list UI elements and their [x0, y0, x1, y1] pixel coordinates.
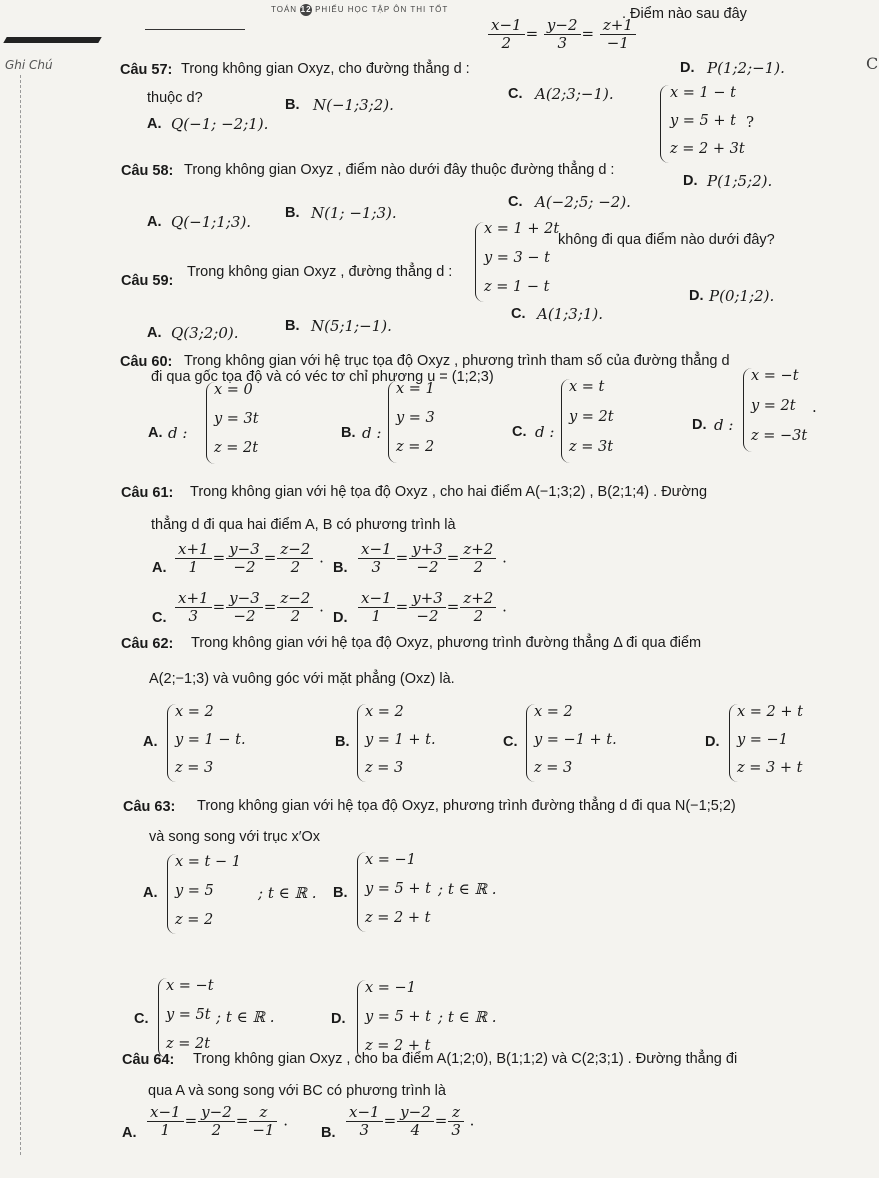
- q63-A-1: y = 5: [175, 883, 214, 899]
- letters-C: C.: [503, 734, 518, 750]
- q58-label: Câu 58:: [121, 163, 174, 179]
- letters-D: D.: [680, 60, 695, 76]
- letters-C: C.: [512, 424, 527, 440]
- q64-A-1: 1: [160, 1121, 171, 1139]
- q64-A-0: x−1: [147, 1104, 184, 1122]
- q60-D-2: z = −3t: [751, 428, 808, 444]
- q57-option-d[interactable]: P(1;2;−1).: [707, 59, 785, 77]
- letters-B: B.: [285, 205, 300, 221]
- q60-B-0: x = 1: [396, 381, 435, 397]
- q60-stem-cont: đi qua gốc tọa độ và có véc tơ chỉ phương u = (1;2;3): [151, 369, 494, 385]
- letters-B: B.: [333, 885, 348, 901]
- letters-D: D.: [683, 173, 698, 189]
- q58-stem: Trong không gian Oxyz , điểm nào dưới đây thuộc đường thẳng d :: [184, 162, 615, 178]
- q62-A-1: y = 1 − t.: [175, 732, 246, 748]
- q62-B-0: x = 2: [365, 704, 404, 720]
- corner-mark: C: [866, 54, 879, 73]
- letters-B: B.: [333, 560, 348, 576]
- q57-option-a[interactable]: Q(−1; −2;1).: [171, 115, 269, 133]
- letters-C: C.: [508, 194, 523, 210]
- q62-D-2: z = 3 + t: [737, 760, 803, 776]
- q64-option-a[interactable]: $\frac{x-1}{1}$ = $\frac{y-2}{2}$ = $\frac{z}{-1}$ .: [146, 1104, 288, 1139]
- q64-B-5: 3: [451, 1121, 461, 1139]
- q60-A-0: x = 0: [214, 382, 253, 398]
- q59-option-d[interactable]: P(0;1;2).: [709, 287, 775, 305]
- q57-f3d: −1: [606, 34, 629, 52]
- letters-B: B.: [321, 1125, 336, 1141]
- q60-B-1: y = 3: [396, 410, 435, 426]
- q64-option-b[interactable]: $\frac{x-1}{3}$ = $\frac{y-2}{4}$ = $\frac{z}{3}$ .: [345, 1104, 474, 1139]
- q61-stem-cont: thẳng d đi qua hai điểm A, B có phương trình là: [151, 517, 456, 533]
- q63-D-1: y = 5 + t: [365, 1009, 431, 1025]
- letters-D: D.: [331, 1011, 346, 1027]
- q64-A-2: y−2: [198, 1104, 235, 1122]
- q63-Dtail: ; t ∈ ℝ .: [438, 1008, 497, 1026]
- q61-label: Câu 61:: [121, 485, 174, 501]
- letters-C: C.: [152, 610, 167, 626]
- letters-A: A.: [148, 425, 163, 441]
- letters-A: A.: [147, 116, 162, 132]
- q57-f3n: z+1: [600, 17, 636, 35]
- letters-B: B.: [285, 97, 300, 113]
- q61-D-2: y+3: [409, 590, 446, 608]
- q62-D-0: x = 2 + t: [737, 704, 803, 720]
- q60-pre: d :: [535, 423, 555, 441]
- q61-option-a[interactable]: $\frac{x+1}{1}$ = $\frac{y-3}{-2}$ = $\frac{z-2}{2}$ .: [174, 541, 324, 576]
- q61-stem: Trong không gian với hệ tọa độ Oxyz , cho hai điểm A(−1;3;2) , B(2;1;4) . Đường: [190, 484, 708, 500]
- q58-sys-1: y = 5 + t: [670, 113, 736, 129]
- q62-A-0: x = 2: [175, 704, 214, 720]
- q63-A-0: x = t − 1: [175, 854, 241, 870]
- letters-A: A.: [147, 325, 162, 341]
- q63-stem-cont: và song song với trục x′Ox: [149, 829, 320, 845]
- q59-option-a[interactable]: Q(3;2;0).: [171, 324, 239, 342]
- q61-option-c[interactable]: $\frac{x+1}{3}$ = $\frac{y-3}{-2}$ = $\frac{z-2}{2}$ .: [174, 590, 324, 625]
- q62-B-2: z = 3: [365, 760, 404, 776]
- q61-option-d[interactable]: $\frac{x-1}{1}$ = $\frac{y+3}{-2}$ = $\frac{z+2}{2}$ .: [357, 590, 507, 625]
- q57-f2n: y−2: [544, 17, 581, 35]
- q57-f2d: 3: [557, 34, 567, 52]
- q63-A-2: z = 2: [175, 912, 214, 928]
- q60-pre: d :: [168, 424, 188, 442]
- q59-label: Câu 59:: [121, 273, 174, 289]
- q61-A-5: 2: [290, 558, 301, 576]
- q63-C-2: z = 2t: [166, 1036, 211, 1052]
- q61-B-5: 2: [473, 558, 484, 576]
- q60-B-2: z = 2: [396, 439, 435, 455]
- q61-C-1: 3: [188, 607, 199, 625]
- q63-C-0: x = −t: [166, 978, 214, 994]
- q61-option-b[interactable]: $\frac{x-1}{3}$ = $\frac{y+3}{-2}$ = $\frac{z+2}{2}$ .: [357, 541, 507, 576]
- q61-B-2: y+3: [409, 541, 446, 559]
- q61-A-1: 1: [188, 558, 199, 576]
- q63-B-1: y = 5 + t: [365, 881, 431, 897]
- q57-stem-end: thuộc d?: [147, 90, 203, 106]
- q61-B-3: −2: [416, 558, 439, 576]
- q60-pre: d :: [362, 424, 382, 442]
- q62-B-1: y = 1 + t.: [365, 732, 436, 748]
- q62-D-1: y = −1: [737, 732, 788, 748]
- q61-C-0: x+1: [175, 590, 212, 608]
- q64-A-5: −1: [252, 1121, 275, 1139]
- q61-C-5: 2: [290, 607, 301, 625]
- letters-B: B.: [341, 425, 356, 441]
- q57-equation: $\frac{x-1}{2}$ = $\frac{y-2}{3}$ = $\frac{z+1}{-1}$: [487, 17, 637, 52]
- q59-option-b[interactable]: N(5;1;−1).: [311, 317, 392, 335]
- q61-D-0: x−1: [358, 590, 395, 608]
- q59-stem: Trong không gian Oxyz , đường thẳng d :: [187, 264, 453, 280]
- q60-D-1: y = 2t: [751, 398, 796, 414]
- q59-sys-2: z = 1 − t: [484, 279, 550, 295]
- q62-C-2: z = 3: [534, 760, 573, 776]
- q61-C-2: y−3: [226, 590, 263, 608]
- handwritten-note: Ghi Chú: [5, 58, 53, 72]
- q61-D-3: −2: [416, 607, 439, 625]
- q58-option-d[interactable]: P(1;5;2).: [707, 172, 773, 190]
- q60-label: Câu 60:: [120, 354, 173, 370]
- subject: TOÁN: [271, 5, 298, 14]
- q62-C-0: x = 2: [534, 704, 573, 720]
- header-band: [3, 37, 101, 43]
- q58-option-a[interactable]: Q(−1;1;3).: [171, 213, 252, 231]
- q64-B-3: 4: [410, 1121, 421, 1139]
- q63-C-1: y = 5t: [166, 1007, 211, 1023]
- q64-B-4: z: [448, 1104, 464, 1122]
- letters-D: D.: [692, 417, 707, 433]
- q57-stem: Trong không gian Oxyz, cho đường thẳng d :: [181, 61, 470, 77]
- q61-B-1: 3: [371, 558, 382, 576]
- q57-label: Câu 57:: [120, 62, 173, 78]
- q64-stem: Trong không gian Oxyz , cho ba điểm A(1;2;0), B(1;1;2) và C(2;3;1) . Đường thẳng đi: [193, 1051, 738, 1067]
- q64-B-0: x−1: [346, 1104, 383, 1122]
- letters-B: B.: [285, 318, 300, 334]
- q61-A-2: y−3: [226, 541, 263, 559]
- q64-A-4: z: [249, 1104, 277, 1122]
- q58-option-b[interactable]: N(1; −1;3).: [311, 204, 397, 222]
- letters-C: C.: [511, 306, 526, 322]
- q62-A-2: z = 3: [175, 760, 214, 776]
- grade-badge: 12: [300, 5, 312, 14]
- q61-D-4: z+2: [460, 590, 496, 608]
- q60-A-1: y = 3t: [214, 411, 259, 427]
- letters-D: D.: [705, 734, 720, 750]
- q59-option-c[interactable]: A(1;3;1).: [537, 305, 604, 323]
- q63-stem: Trong không gian với hệ tọa độ Oxyz, phương trình đường thẳng d đi qua N(−1;5;2): [197, 798, 736, 814]
- q58-sys-2: z = 2 + 3t: [670, 141, 745, 157]
- q64-B-1: 3: [359, 1121, 370, 1139]
- q59-sys-0: x = 1 + 2t: [484, 221, 560, 237]
- letters-B: B.: [335, 734, 350, 750]
- q61-D-1: 1: [371, 607, 382, 625]
- q61-A-4: z−2: [277, 541, 313, 559]
- q61-B-4: z+2: [460, 541, 496, 559]
- q64-stem-cont: qua A và song song với BC có phương trình là: [148, 1083, 446, 1099]
- q57-option-c[interactable]: A(2;3;−1).: [535, 85, 614, 103]
- margin-dashed-line: [20, 75, 21, 1155]
- letters-D: D.: [689, 288, 704, 304]
- q60-dot: .: [812, 398, 817, 416]
- q59-stem-cont: không đi qua điểm nào dưới đây?: [558, 232, 775, 248]
- q61-A-3: −2: [233, 558, 256, 576]
- q60-C-0: x = t: [569, 379, 605, 395]
- q62-stem: Trong không gian với hệ tọa độ Oxyz, phương trình đường thẳng Δ đi qua điểm: [191, 635, 702, 651]
- letters-A: A.: [122, 1125, 137, 1141]
- header-rule: [145, 29, 245, 30]
- q63-label: Câu 63:: [123, 799, 176, 815]
- q59-sys-1: y = 3 − t: [484, 250, 550, 266]
- q63-Btail: ; t ∈ ℝ .: [438, 880, 497, 898]
- q57-stem-cont: . Điểm nào sau đây: [622, 6, 747, 22]
- q61-A-0: x+1: [175, 541, 212, 559]
- q61-D-5: 2: [473, 607, 484, 625]
- q63-D-2: z = 2 + t: [365, 1038, 431, 1054]
- sheet-title: PHIẾU HỌC TẬP ÔN THI TỐT: [315, 5, 449, 14]
- letters-D: D.: [333, 610, 348, 626]
- q64-A-3: 2: [211, 1121, 222, 1139]
- letters-A: A.: [152, 560, 167, 576]
- q58-tail: ?: [746, 113, 755, 131]
- letters-A: A.: [147, 214, 162, 230]
- letters-A: A.: [143, 734, 158, 750]
- q58-option-c[interactable]: A(−2;5; −2).: [535, 193, 631, 211]
- letters-C: C.: [508, 86, 523, 102]
- q60-D-0: x = −t: [751, 368, 799, 384]
- q60-stem: Trong không gian với hệ trục tọa độ Oxyz , phương trình tham số của đường thẳng d: [184, 353, 730, 369]
- q64-label: Câu 64:: [122, 1052, 175, 1068]
- header: [271, 4, 448, 16]
- q60-C-2: z = 3t: [569, 439, 614, 455]
- q57-f1d: 2: [501, 34, 512, 52]
- q60-pre: d :: [714, 416, 734, 434]
- q63-D-0: x = −1: [365, 980, 416, 996]
- q63-B-0: x = −1: [365, 852, 416, 868]
- letters-A: A.: [143, 885, 158, 901]
- q60-C-1: y = 2t: [569, 409, 614, 425]
- q61-C-4: z−2: [277, 590, 313, 608]
- q63-Ctail: ; t ∈ ℝ .: [216, 1008, 275, 1026]
- q61-C-3: −2: [233, 607, 256, 625]
- q64-B-2: y−2: [397, 1104, 434, 1122]
- q61-B-0: x−1: [358, 541, 395, 559]
- q60-A-2: z = 2t: [214, 440, 259, 456]
- q57-f1n: x−1: [488, 17, 525, 35]
- q57-option-b[interactable]: N(−1;3;2).: [313, 96, 394, 114]
- q58-sys-0: x = 1 − t: [670, 85, 736, 101]
- q62-stem-cont: A(2;−1;3) và vuông góc với mặt phẳng (Oxz) là.: [149, 671, 455, 687]
- letters-C: C.: [134, 1011, 149, 1027]
- q62-C-1: y = −1 + t.: [534, 732, 617, 748]
- q63-Atail: ; t ∈ ℝ .: [258, 884, 317, 902]
- q63-B-2: z = 2 + t: [365, 910, 431, 926]
- q62-label: Câu 62:: [121, 636, 174, 652]
